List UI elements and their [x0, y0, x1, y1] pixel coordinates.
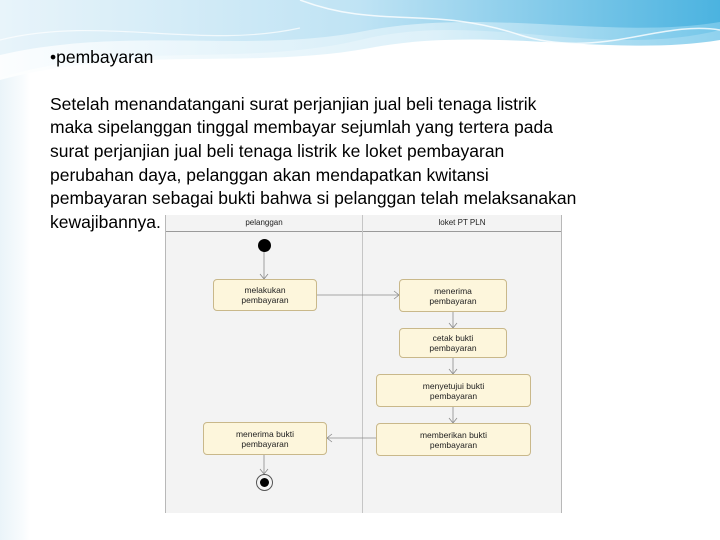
- activity-line: pembayaran: [429, 439, 478, 450]
- activity-line: melakukan: [244, 285, 286, 295]
- paragraph: Setelah menandatangani surat perjanjian jual beli tenaga listrik maka sipelanggan tinggal membayar sejumlah yang tertera pada surat perjanjian jual beli tenaga listrik ke loket pembayaran perubahan daya, pelanggan akan mendapatkan kwitansi pembayaran sebagai bukti bahwa si pelanggan telah melaksanakan kewajibannya.: [50, 93, 577, 232]
- activity-line: pembayaran: [429, 343, 477, 353]
- lane-header-pelanggan: pelanggan: [166, 215, 362, 232]
- activity-line: menerima: [434, 285, 472, 296]
- start-node: [258, 239, 271, 252]
- activity-melakukan-pembayaran: [213, 279, 317, 311]
- activity-menerima-pembayaran: [399, 279, 507, 312]
- flow-arrows: [166, 215, 561, 513]
- activity-diagram: [165, 215, 562, 513]
- activity-line: memberikan bukti: [419, 429, 488, 440]
- lane-header-loket: loket PT PLN: [363, 215, 561, 232]
- activity-line: pembayaran: [429, 295, 477, 306]
- activity-line: menerima bukti: [235, 428, 295, 439]
- heading-bullet: •pembayaran: [50, 46, 154, 67]
- end-node-core: [260, 478, 269, 487]
- activity-memberikan-bukti-pembayaran: [376, 423, 531, 456]
- activity-line: pembayaran: [429, 390, 478, 401]
- activity-line: pembayaran: [241, 295, 289, 305]
- activity-menerima-bukti-pembayaran: [203, 422, 327, 455]
- activity-menyetujui-bukti-pembayaran: [376, 374, 531, 407]
- activity-line: pembayaran: [241, 438, 289, 449]
- activity-line: cetak bukti: [432, 333, 474, 343]
- activity-cetak-bukti-pembayaran: [399, 328, 507, 358]
- sidebar-decoration: [0, 0, 30, 540]
- end-node: [256, 474, 273, 491]
- activity-line: menyetujui bukti: [422, 380, 485, 391]
